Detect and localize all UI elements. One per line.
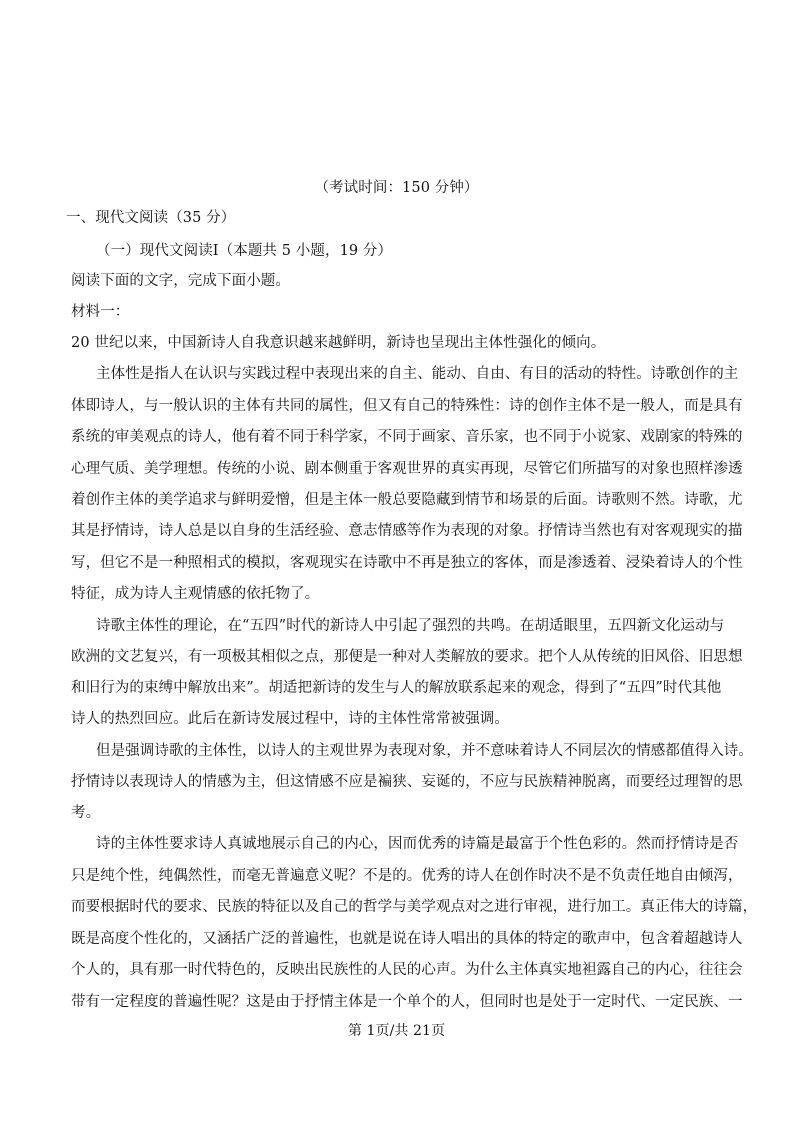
paragraph-line: 主体性是指人在认识与实践过程中表现出来的自主、能动、自由、有目的活动的特性。诗歌创作的主 xyxy=(96,366,739,382)
paragraph-line: 个人的，具有那一时代特色的，反映出民族性的人民的心声。为什么主体真实地袒露自己的内心，往往会 xyxy=(71,962,743,978)
section-title: 一、现代文阅读（35 分） xyxy=(66,210,236,226)
exam-time: （考试时间：150 分钟） xyxy=(314,180,479,196)
material-label: 材料一： xyxy=(71,304,130,320)
paragraph-line: 和旧行为的束缚中解放出来”。胡适把新诗的发生与人的解放联系起来的观念，得到了“五四”时代其他 xyxy=(71,680,722,696)
paragraph-line: 系统的审美观点的诗人，他有着不同于科学家，不同于画家、音乐家，也不同于小说家、戏剧家的特殊的 xyxy=(71,429,743,445)
paragraph-line: 带有一定程度的普遍性呢？这是由于抒情主体是一个单个的人，但同时也是处于一定时代、一定民族、一 xyxy=(71,994,743,1010)
paragraph-line: 既是高度个性化的，又涵括广泛的普遍性，也就是说在诗人唱出的具体的特定的歌声中，包含着超越诗人 xyxy=(71,931,743,947)
paragraph-line: 欧洲的文艺复兴，有一项极其相似之点，那便是一种对人类解放的要求。把个人从传统的旧风俗、旧思想 xyxy=(71,649,743,665)
paragraph-line: 而要根据时代的要求、民族的特征以及自己的哲学与美学观点对之进行审视，进行加工。真正伟大的诗篇， xyxy=(71,899,758,915)
page-number: 第 1页/共 21页 xyxy=(347,1023,446,1039)
paragraph-line: 诗人的热烈回应。此后在新诗发展过程中，诗的主体性常常被强调。 xyxy=(71,711,509,727)
paragraph-line: 其是抒情诗，诗人总是以自身的生活经验、意志情感等作为表现的对象。抒情诗当然也有对客观现实的描 xyxy=(71,523,743,539)
paragraph-line: 着创作主体的美学追求与鲜明爱憎，但是主体一般总要隐藏到情节和场景的后面。诗歌则不然。诗歌，尤 xyxy=(71,492,743,508)
paragraph-line: 只是纯个性，纯偶然性，而毫无普遍意义呢？不是的。优秀的诗人在创作时决不是不负责任地自由倾泻， xyxy=(71,868,743,884)
paragraph-line: 心理气质、美学理想。传统的小说、剧本侧重于客观世界的真实再现，尽管它们所描写的对象也照样渗透 xyxy=(71,461,743,477)
paragraph-line: 写，但它不是一种照相式的模拟，客观现实在诗歌中不再是独立的客体，而是渗透着、浸染着诗人的个性 xyxy=(71,555,743,571)
paragraph-line: 但是强调诗歌的主体性，以诗人的主观世界为表现对象，并不意味着诗人不同层次的情感都值得入诗。 xyxy=(96,743,753,759)
paragraph-line: 体即诗人，与一般认识的主体有共同的属性，但又有自己的特殊性：诗的创作主体不是一般人，而是具有 xyxy=(71,398,743,414)
paragraph-line: 诗歌主体性的理论，在“五四”时代的新诗人中引起了强烈的共鸣。在胡适眼里，五四新文化运动与 xyxy=(96,618,725,634)
paragraph-line: 诗的主体性要求诗人真诚地展示自己的内心，因而优秀的诗篇是最富于个性色彩的。然而抒情诗是否 xyxy=(96,836,739,852)
paragraph-line: 20 世纪以来，中国新诗人自我意识越来越鲜明，新诗也呈现出主体性强化的倾向。 xyxy=(71,335,606,351)
instruction-text: 阅读下面的文字，完成下面小题。 xyxy=(71,273,290,289)
paragraph-line: 抒情诗以表现诗人的情感为主，但这情感不应是褊狭、妄诞的，不应与民族精神脱离，而要经过理智的思 xyxy=(71,774,743,790)
paragraph-line: 考。 xyxy=(71,805,101,821)
section-subtitle: （一）现代文阅读Ⅰ（本题共 5 小题，19 分） xyxy=(96,243,393,259)
paragraph-line: 特征，成为诗人主观情感的依托物了。 xyxy=(71,586,320,602)
